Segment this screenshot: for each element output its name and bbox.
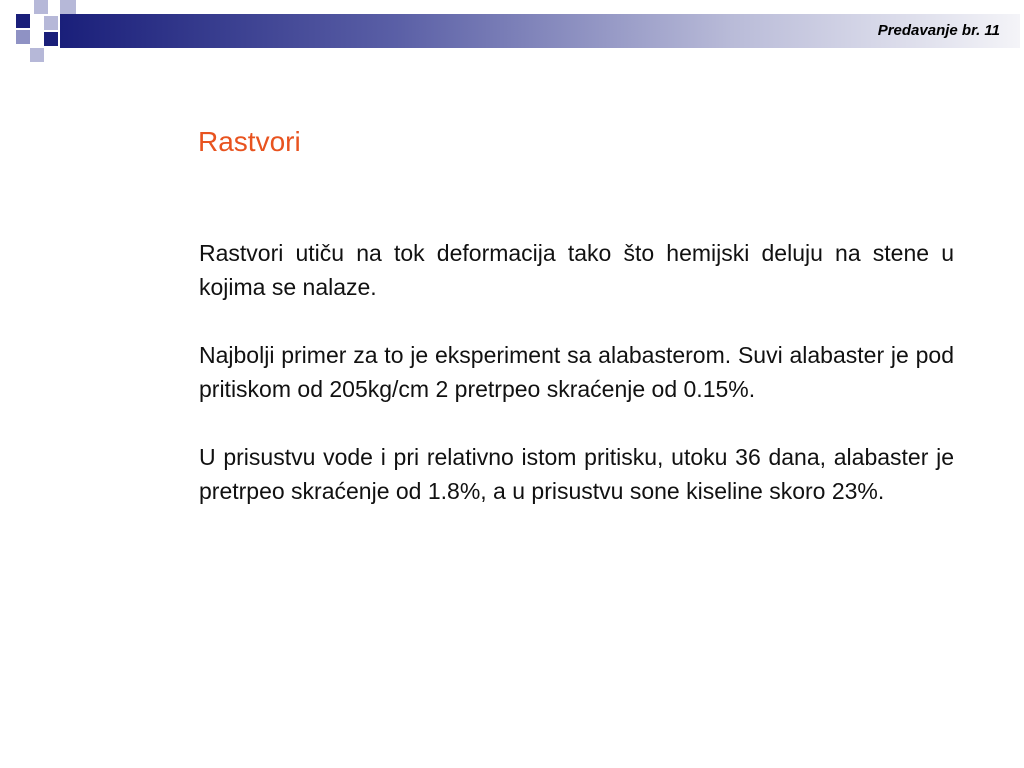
square-decoration: [30, 48, 44, 62]
square-decoration: [44, 32, 58, 46]
slide-body: [199, 236, 954, 542]
slide-title: Rastvori: [198, 126, 301, 157]
paragraph: U prisustvu vode i pri relativno istom pritisku, utoku 36 dana, alabaster je pretrpeo skraćenje od 1.8%, a u prisustvu sone kiseline skoro 23%.: [199, 444, 954, 504]
header-gradient-bar: [60, 14, 1020, 48]
square-decoration: [34, 0, 48, 14]
paragraph: Rastvori utiču na tok deformacija tako što hemijski deluju na stene u kojima se nalaze.: [199, 240, 954, 300]
lecture-label: Predavanje br. 11: [877, 22, 1000, 39]
square-decoration: [16, 14, 30, 28]
square-decoration: [60, 0, 76, 14]
square-decoration: [16, 30, 30, 44]
square-decoration: [44, 16, 58, 30]
paragraph: Najbolji primer za to je eksperiment sa alabasterom. Suvi alabaster je pod pritiskom od 205kg/cm 2 pretrpeo skraćenje od 0.15%.: [199, 342, 954, 402]
